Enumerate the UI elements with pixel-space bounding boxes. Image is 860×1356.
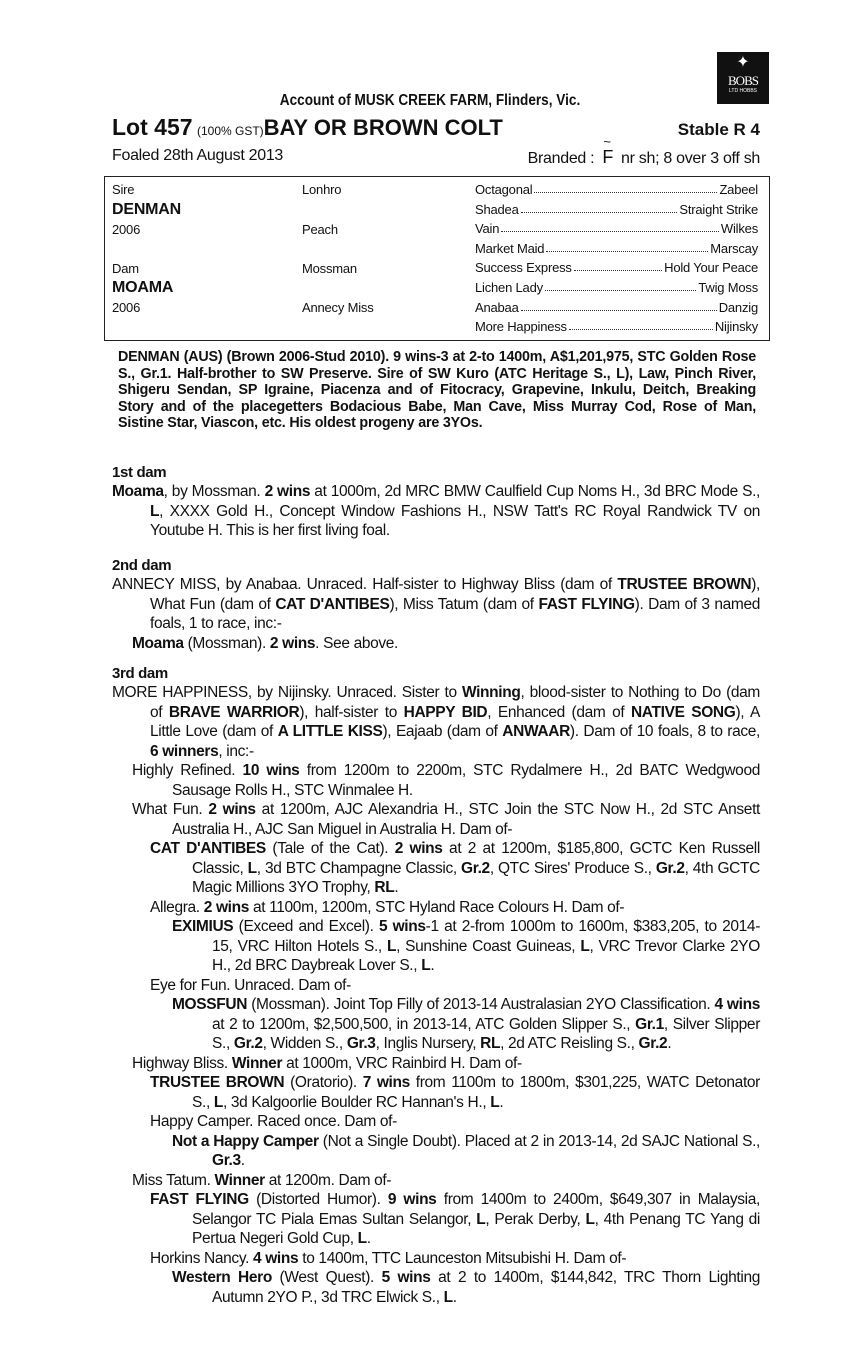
foaled-date: Foaled 28th August 2013 [112, 147, 284, 164]
leader-dots [574, 260, 662, 271]
entry-text: at 2 at 1200m, $185,800, GCTC Ken Russell Classic, [192, 840, 760, 877]
entry-text: L [213, 1093, 223, 1111]
entry-text: Not a Happy Camper [172, 1132, 319, 1150]
section-title: 2nd dam [112, 557, 172, 574]
entry-text: , Perak Derby, [485, 1210, 586, 1228]
entry-text: from 1200m to 2200m, STC Rydalmere H., 2d BATC Wedgwood Sausage Rolls H., STC Winmalee H. [172, 762, 760, 799]
entry-text: at 1100m, 1200m, STC Hyland Race Colours H. Dam of- [249, 898, 625, 916]
leader-dots [534, 182, 717, 193]
entry-text: L [476, 1210, 486, 1228]
entry-text: to 1400m, TTC Launceston Mitsubishi H. Dam of- [298, 1249, 627, 1267]
leader-dots [545, 280, 696, 291]
entry-text: (Tale of the Cat). [265, 840, 395, 857]
dam-section [112, 463, 760, 541]
entry-text: , 4th Penang TC Yang di Pertua Negeri Gold Cup, [192, 1210, 760, 1247]
pedigree-entry [112, 1073, 760, 1112]
entry-text: at 2 to 1400m, $144,842, TRC Thorn Lighting Autumn 2YO P., 3d TRC Elwick S., [212, 1269, 761, 1306]
horse-sire: Twig Moss [698, 280, 758, 295]
great-grandparent-row [475, 260, 758, 275]
horse-name: More Happiness [475, 319, 567, 335]
horse-sire: Wilkes [720, 221, 758, 237]
entry-text: at 1200m. Dam of- [264, 1171, 392, 1189]
pedigree-entry [112, 1268, 760, 1307]
entry-text: CAT D'ANTIBES [275, 595, 390, 613]
pedigree-entry [112, 1132, 760, 1171]
entry-text: ), half-sister to [299, 703, 404, 721]
entry-text: L [357, 1230, 367, 1247]
entry-text: ANNECY MISS, by Anabaa. Unraced. Half-sister to Highway Bliss (dam of [112, 576, 618, 593]
horse-name: Lichen Lady [475, 280, 543, 295]
entry-text: . [366, 1230, 371, 1247]
great-grandparent-row [475, 182, 758, 197]
pedigree-entry [112, 976, 760, 996]
entry-text: . [430, 957, 435, 974]
section-title: 3rd dam [112, 665, 168, 682]
entry-text: Western Hero [172, 1269, 272, 1286]
entry-text: L [421, 957, 431, 974]
dam-section [112, 664, 760, 1307]
pedigree-entry [112, 898, 760, 918]
great-grandparent-row [475, 241, 758, 256]
leader-dots [569, 319, 713, 330]
entry-text: Allegra. [150, 898, 204, 916]
entry-text: (Mossman). [183, 634, 270, 652]
entry-text: (Mossman). Joint Top Filly of 2013-14 Australasian 2YO Classification. [247, 996, 715, 1013]
entry-text: Highly Refined. [132, 762, 243, 779]
entry-text: Miss Tatum. [132, 1171, 215, 1189]
logo-text: BOBS [728, 73, 758, 88]
entry-text: Highway Bliss. [132, 1054, 232, 1072]
entry-text: Eye for Fun. Unraced. Dam of- [150, 976, 351, 994]
entry-text: L [150, 502, 160, 520]
entry-text: , Silver Slipper S., [212, 1015, 761, 1052]
brand-detail: nr sh; 8 over 3 off sh [621, 150, 760, 167]
entry-text: (Exceed and Excel). [233, 918, 379, 935]
entry-text: L [490, 1093, 500, 1111]
entry-text: , Sunshine Coast Guineas, [396, 937, 581, 955]
great-grandparent-row [475, 202, 758, 217]
entry-text: ANWAAR [502, 723, 570, 740]
entry-text: 2 wins [269, 634, 316, 652]
entry-text: 2 wins [203, 898, 249, 916]
horse-name: Vain [475, 221, 500, 237]
pedigree-entry [112, 575, 760, 634]
entry-text: ), Eajaab (dam of [382, 723, 503, 740]
entry-text: at 1000m, 2d MRC BMW Caulfield Cup Noms H., 3d BRC Mode S., [310, 483, 761, 500]
entry-text: 2 wins [394, 840, 443, 857]
entry-text: . [394, 879, 399, 896]
horse-sire: Hold Your Peace [664, 260, 758, 276]
dam-label: Dam [112, 261, 139, 276]
entry-text: Gr.2 [461, 859, 490, 877]
dam-section [112, 556, 760, 653]
great-grandparent-row [475, 319, 758, 334]
pedigree-entry [112, 800, 760, 839]
entry-text: , 3d BTC Champagne Classic, [256, 859, 462, 877]
entry-text: ). Dam of 10 foals, 8 to race, [569, 723, 760, 740]
entry-text: 2 wins [208, 801, 256, 818]
entry-text: What Fun. [132, 801, 209, 818]
grandparent: Peach [302, 222, 338, 237]
bird-icon: ✦ [736, 54, 750, 71]
entry-text: 5 wins [381, 1269, 431, 1286]
entry-text: RL [480, 1035, 501, 1052]
entry-text: . See above. [315, 634, 399, 652]
entry-text: (West Quest). [271, 1269, 382, 1286]
entry-text: , QTC Sires' Produce S., [489, 859, 656, 877]
grandparent: Mossman [302, 261, 357, 276]
entry-text: CAT D'ANTIBES [150, 840, 266, 857]
brand-mark: ~ F [602, 147, 613, 167]
horse-sire: Nijinsky [714, 319, 758, 335]
horse-sire: Danzig [718, 299, 758, 315]
pedigree-entry [112, 1112, 760, 1132]
entry-text: Gr.3 [346, 1035, 376, 1052]
entry-text: ). Dam of 3 named foals, 1 to race, inc:- [150, 595, 761, 632]
pedigree-entry [112, 995, 760, 1054]
entry-text: (Oratorio). [284, 1074, 363, 1091]
entry-text: , Enhanced (dam of [487, 703, 631, 721]
entry-text: RL [374, 879, 395, 896]
entry-text: at 1200m, AJC Alexandria H., STC Join the STC Now H., 2d STC Ansett Australia H., AJC San Miguel in Australia H. Dam of- [172, 801, 760, 838]
branding [528, 147, 760, 168]
entry-text: at 2 to 1200m, $2,500,500, in 2013-14, ATC Golden Slipper S., [212, 1015, 636, 1033]
entry-text: MORE HAPPINESS, by Nijinsky. Unraced. Sister to [112, 684, 462, 701]
entry-text: Winner [231, 1054, 283, 1072]
entry-text: Gr.2 [638, 1035, 668, 1052]
entry-text: L [443, 1288, 453, 1306]
pedigree-entry [112, 761, 760, 800]
entry-text: -1 at 2-from 1000m to 1600m, $383,205, to 2014-15, VRC Hilton Hotels S., [212, 918, 761, 955]
dam-year: 2006 [112, 300, 141, 315]
horse-name: Anabaa [475, 299, 519, 315]
pedigree-entry [112, 1190, 760, 1249]
great-grandparent-row [475, 300, 758, 315]
gst-note: (100% GST) [196, 124, 264, 138]
entry-text: , XXXX Gold H., Concept Window Fashions H., NSW Tatt's RC Royal Randwick TV on Youtube H. This is her first living foal. [150, 502, 760, 539]
leader-dots [521, 300, 717, 311]
entry-text: L [585, 1210, 595, 1228]
entry-text: at 1000m, VRC Rainbird H. Dam of- [282, 1054, 522, 1072]
entry-text: ), Miss Tatum (dam of [389, 595, 539, 613]
entry-text: L [580, 937, 590, 955]
sire-name: DENMAN [112, 201, 182, 218]
pedigree-entry [112, 1249, 760, 1269]
grandparent: Annecy Miss [302, 300, 374, 315]
sire-summary: DENMAN (AUS) (Brown 2006-Stud 2010). 9 wins-3 at 2-to 1400m, A$1,201,975, STC Golden Rose S., Gr.1. Half-brother to SW Preserve. Sire of SW Kuro (ATC Heritage S., L), Law, Pinch River, Shigeru Sendan, SP Igraine, Piacenza and of Fitocracy, Grapevine, Inkulu, Deitch, Breaking Story and of the placegetters Bodacious Babe, Man Cave, Miss Murray Cod, Rose of Man, Sistine Star, Viascon, etc. His oldest progeny are 3YOs. [118, 349, 756, 431]
branded-label: Branded : [527, 150, 595, 167]
entry-text: Gr.3 [212, 1152, 241, 1169]
entry-text: Moama [112, 483, 164, 500]
entry-text: , Widden S., [262, 1035, 347, 1052]
horse-description: BAY OR BROWN COLT [263, 115, 503, 140]
entry-text: EXIMIUS [172, 918, 234, 935]
entry-text: 2 wins [264, 483, 311, 500]
entry-text: . [452, 1288, 457, 1306]
entry-text: , VRC Trevor Clarke 2YO H., 2d BRC Daybreak Lover S., [212, 937, 760, 974]
leader-dots [501, 221, 719, 232]
entry-text: , Inglis Nursery, [375, 1035, 481, 1052]
entry-text: L [247, 859, 257, 877]
horse-sire: Zabeel [719, 182, 758, 197]
horse-name: Market Maid [475, 240, 545, 256]
entry-text: NATIVE SONG [630, 703, 736, 721]
entry-text: FAST FLYING [538, 595, 635, 613]
grandparent: Lonhro [302, 182, 342, 197]
stable-location: Stable R 4 [677, 120, 760, 139]
pedigree-entry [112, 917, 760, 976]
great-grandparent-row [475, 280, 758, 295]
entry-text: 9 wins [387, 1191, 437, 1208]
entry-text: from 1100m to 1800m, $301,225, WATC Detonator S., [192, 1074, 760, 1111]
vendor-account: Account of MUSK CREEK FARM, Flinders, Vic. [279, 92, 581, 109]
lot-number: Lot 457 [112, 114, 193, 140]
entry-text: 7 wins [362, 1074, 410, 1091]
entry-text: , 3d Kalgoorlie Boulder RC Hannan's H., [222, 1093, 491, 1111]
entry-text: Gr.2 [233, 1035, 263, 1052]
entry-text: Gr.1 [635, 1015, 664, 1033]
entry-text: TRUSTEE BROWN [150, 1074, 285, 1091]
pedigree-entry [112, 839, 760, 898]
lot-heading [112, 114, 760, 142]
entry-text: , blood-sister to Nothing to Do (dam of [150, 684, 760, 721]
entry-text: Happy Camper. Raced once. Dam of- [150, 1113, 397, 1130]
horse-name: Octagonal [475, 182, 533, 197]
leader-dots [521, 202, 678, 213]
pedigree-table [104, 176, 770, 341]
entry-text: Horkins Nancy. [150, 1249, 253, 1267]
entry-text: 10 wins [242, 762, 300, 779]
entry-text: . [499, 1093, 504, 1111]
entry-text: , 2d ATC Reisling S., [500, 1035, 639, 1052]
entry-text: . [240, 1152, 245, 1169]
entry-text: Winning [461, 684, 521, 701]
horse-name: Shadea [475, 201, 519, 217]
sire-year: 2006 [112, 222, 141, 237]
entry-text: from 1400m to 2400m, $649,307 in Malaysia, Selangor TC Piala Emas Sultan Selangor, [192, 1191, 761, 1228]
entry-text: ), A Little Love (dam of [150, 703, 760, 740]
entry-text: FAST FLYING [150, 1191, 249, 1208]
entry-text: 4 wins [714, 996, 760, 1013]
entry-text: MOSSFUN [172, 996, 248, 1013]
pedigree-entry [112, 634, 760, 654]
pedigree-entry [112, 683, 760, 761]
pedigree-entry [112, 1054, 760, 1074]
section-title: 1st dam [112, 464, 167, 481]
entry-text: Moama [132, 634, 184, 652]
entry-text: 4 wins [253, 1249, 299, 1267]
logo-subtext: LTD HOBBS [729, 88, 757, 94]
entry-text: (Distorted Humor). [248, 1191, 388, 1208]
dam-name: MOAMA [112, 279, 174, 296]
entry-text: A LITTLE KISS [277, 723, 383, 740]
pedigree-entry [112, 482, 760, 541]
horse-sire: Marscay [710, 240, 758, 256]
entry-text: ), What Fun (dam of [150, 576, 760, 613]
entry-text: Winner [214, 1171, 265, 1189]
entry-text: BRAVE WARRIOR [168, 703, 300, 721]
entry-text: (Not a Single Doubt). Placed at 2 in 2013-14, 2d SAJC National S., [318, 1132, 760, 1150]
sire-label: Sire [112, 182, 135, 197]
entry-text: 6 winners [150, 742, 219, 760]
entry-text: HAPPY BID [403, 703, 488, 721]
entry-text: . [667, 1035, 672, 1052]
leader-dots [546, 241, 708, 252]
entry-text: TRUSTEE BROWN [617, 576, 752, 593]
entry-text: 5 wins [378, 918, 426, 935]
entry-text: , 4th GCTC Magic Millions 3YO Trophy, [192, 859, 760, 896]
horse-name: Success Express [475, 260, 572, 276]
horse-sire: Straight Strike [679, 201, 758, 217]
entry-text: Gr.2 [655, 859, 685, 877]
pedigree-entry [112, 1171, 760, 1191]
entry-text: , by Mossman. [163, 483, 265, 500]
entry-text: L [386, 937, 397, 955]
entry-text: , inc:- [218, 742, 254, 760]
great-grandparent-row [475, 221, 758, 236]
